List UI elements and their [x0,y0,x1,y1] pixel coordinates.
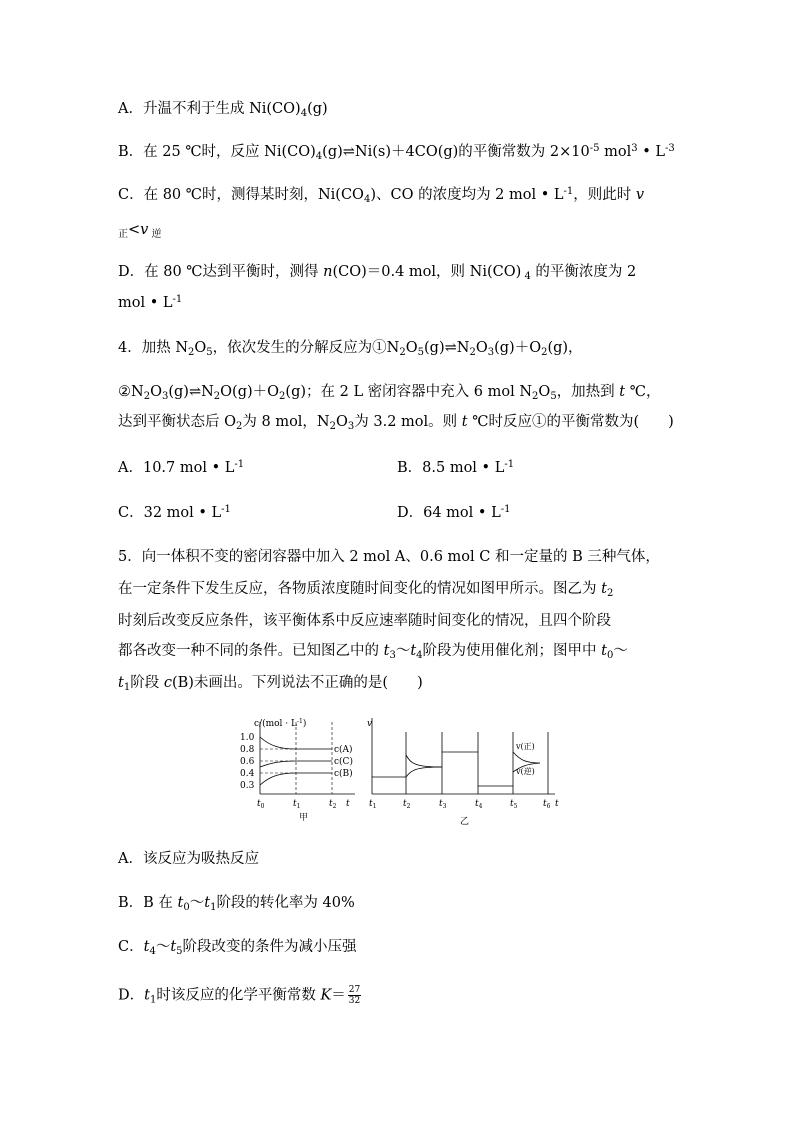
yi-ylabel: v [367,719,373,729]
q4-stem-line1: 4．加热 $N_2O_5$，依次发生的分解反应为$①N_2O_5(g)\rightleftharpoons N_2O_3(g)+O_2(g)$， [118,340,583,358]
jia-xtick-t0: $t_0$ [257,799,265,810]
jia-xtick-t2: $t_2$ [329,799,337,810]
q3-option-b: B．在 25 ℃时，反应 $Ni(CO)_4(g)\rightleftharpoons Ni(s)+4CO(g)$的平衡常数为 $2\times 10^{-5}$ mol$^3$ • $L^{-3}$ [118,143,675,162]
yi-rate-stage2-rev [406,767,442,777]
yi-label-fwd: v(正) [516,742,535,751]
q3-option-d: D．在 80 ℃达到平衡时，测得 n(CO)＝0.4 mol，则 Ni(CO) $_4$ 的平衡浓度为 2 [118,264,637,282]
yi-caption: 乙 [460,817,470,827]
jia-label-cc: c(C) [334,757,353,767]
yi-rate-stage2-fwd [406,755,442,767]
q5-stem-line1: 5．向一体积不变的密闭容器中加入 2 mol A、0.6 mol C 和一定量的 B 三种气体， [118,549,660,565]
jia-caption: 甲 [299,813,309,823]
jia-xtick-t1: $t_1$ [293,799,301,810]
q3-option-d-line2: mol • $L^{-1}$ [118,294,183,311]
yi-rate-stage5-fwd [513,752,540,763]
graph-yi [367,718,559,827]
yi-xtick-t1: $t_1$ [369,799,377,810]
q4-stem-line3: 达到平衡状态后 $O_2$为 8 mol，$N_2O_3$为 3.2 mol。则 t ℃时反应①的平衡常数为( ) [118,414,674,432]
yi-xtick-t2: $t_2$ [403,799,411,810]
q5-stem-line4: 都各改变一种不同的条件。已知图乙中的 $t_3\sim t_4$阶段为使用催化剂；图甲中 $t_0\sim$ [118,643,628,661]
q4-option-b: B．8.5 mol • $L^{-1}$ [397,459,515,476]
yi-xaxis-label: t [555,799,559,809]
q5-stem-line3: 时刻后改变反应条件，该平衡体系中反应速率随时间变化的情况，且四个阶段 [118,613,611,629]
yi-label-rev: v(逆) [516,767,535,776]
yi-xtick-t5: $t_5$ [510,799,518,810]
q5-option-d: D．$t_1$时该反应的化学平衡常数 K＝ $\frac{27}{32}$ [118,985,361,1006]
fraction-27-32: $\frac{27}{32}$ [348,985,361,1006]
q3-option-a: A．升温不利于生成 $Ni(CO)_4(g)$ [118,101,328,119]
q5-option-a: A．该反应为吸热反应 [118,851,259,867]
yi-xtick-t3: $t_3$ [439,799,447,810]
jia-ytick-1.0: 1.0 [240,733,255,743]
yi-xtick-t6: $t_6$ [543,799,551,810]
q5-option-c: C．$t_4\sim t_5$阶段改变的条件为减小压强 [118,939,357,957]
q5-option-b: B．B 在 $t_0\sim t_1$阶段的转化率为 40% [118,895,355,913]
jia-ylabel: $c/(mol \cdot L^{-1})$ [254,718,307,729]
q4-stem-line2: $②N_2O_3(g)\rightleftharpoons N_2O(g)+O_2(g)$；在 2 L 密闭容器中充入 6 mol $N_2O_5$，加热到 t ℃， [118,384,661,402]
jia-label-cb: c(B) [334,769,353,779]
q3-option-c: C．在 80 ℃时，测得某时刻，$Ni(CO_4)$、CO 的浓度均为 2 mol • $L^{-1}$，则此时 v [118,186,645,205]
q4-option-a: A．10.7 mol • $L^{-1}$ [118,459,245,476]
jia-label-ca: c(A) [334,745,353,755]
q4-option-d: D．64 mol • $L^{-1}$ [397,504,511,521]
q3-option-c-line2: $_正$<v $_逆$ [118,222,162,240]
q5-stem-line5: $t_1$阶段 c(B)未画出。下列说法不正确的是( ) [118,675,423,693]
jia-ytick-0.6: 0.6 [240,757,255,767]
jia-ytick-0.3: 0.3 [240,781,255,791]
graph-jia [240,718,355,823]
q5-stem-line2: 在一定条件下发生反应，各物质浓度随时间变化的情况如图甲所示。图乙为 $t_2$ [118,581,614,599]
jia-ytick-0.8: 0.8 [240,745,255,755]
yi-xtick-t4: $t_4$ [475,799,483,810]
q5-figure [230,712,570,832]
jia-xaxis-label: t [346,799,350,809]
jia-ytick-0.4: 0.4 [240,769,255,779]
q4-option-c: C．32 mol • $L^{-1}$ [118,504,231,521]
